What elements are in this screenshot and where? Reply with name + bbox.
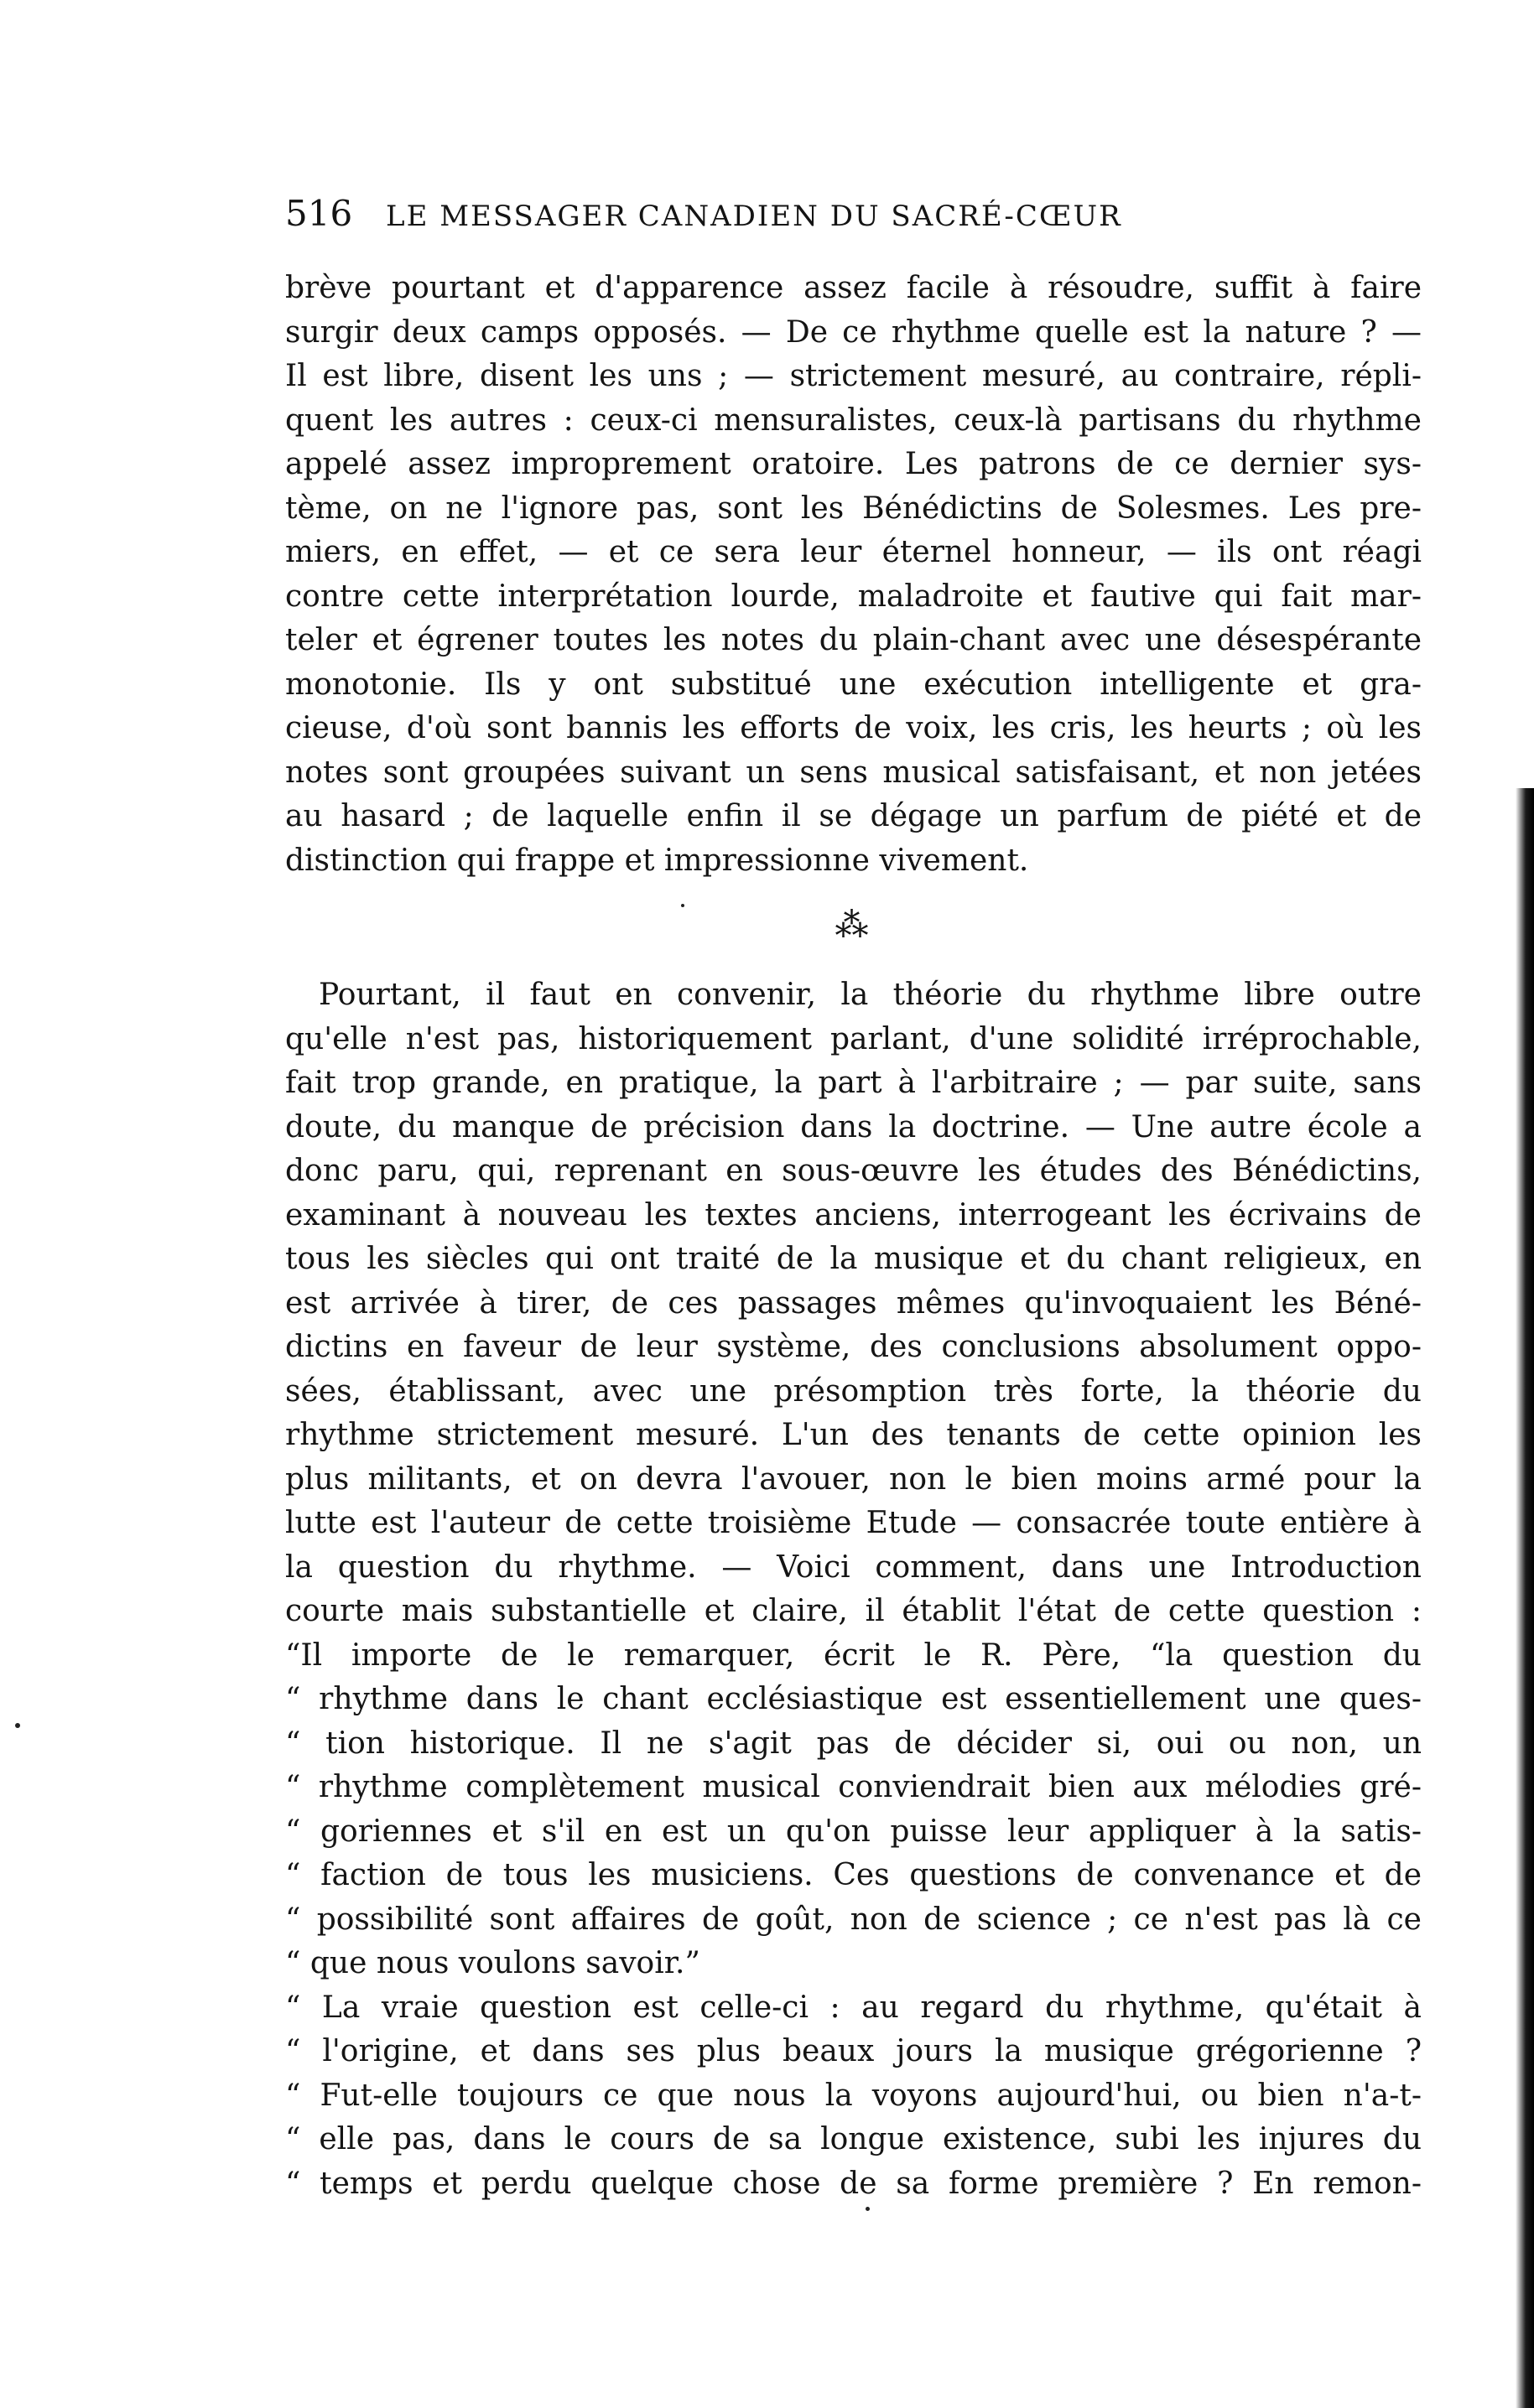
text-line: plus militants, et on devra l'avouer, non le bien moins armé pour la [285,1461,1422,1497]
text-line: Il est libre, disent les uns ; — strictement mesuré, au contraire, répli- [285,359,1422,393]
page-header [285,193,1422,252]
text-line: “ tion historique. Il ne s'agit pas de décider si, oui ou non, un [285,1726,1422,1761]
text-line: cieuse, d'où sont bannis les efforts de voix, les cris, les heurts ; où les [285,711,1422,745]
body-text [285,267,1422,2206]
text-line: “ possibilité sont affaires de goût, non de science ; ce n'est pas là ce [285,1902,1422,1937]
text-line: teler et égrener toutes les notes du plain-chant avec une désespérante [285,623,1422,657]
text-line: donc paru, qui, reprenant en sous-œuvre les études des Bénédictins, [285,1154,1422,1188]
text-line: “ temps et perdu quelque chose de sa forme première ? En remon- [285,2166,1422,2201]
text-line: courte mais substantielle et claire, il établit l'état de cette question : [285,1594,1422,1628]
paragraph-2 [285,973,1422,1986]
text-line: surgir deux camps opposés. — De ce rhythme quelle est la nature ? — [285,314,1422,350]
text-line: qu'elle n'est pas, historiquement parlant, d'une solidité irréprochable, [285,1021,1422,1056]
scan-speck [681,904,684,907]
section-asterism: ⁂ [835,906,872,945]
text-line: la question du rhythme. — Voici comment, dans une Introduction [285,1549,1422,1585]
text-line: notes sont groupées suivant un sens musical satisfaisant, et non jetées [285,755,1422,790]
text-line: est arrivée à tirer, de ces passages mêmes qu'invoquaient les Béné- [285,1285,1422,1321]
text-line: “ rhythme complètement musical conviendrait bien aux mélodies gré- [285,1770,1422,1804]
text-line: “ rhythme dans le chant ecclésiastique est essentiellement une ques- [285,1682,1422,1716]
text-line: Pourtant, il faut en convenir, la théorie du rhythme libre outre [319,978,1422,1012]
scan-edge-shadow [1516,788,1534,2408]
paragraph-3 [285,1986,1422,2207]
text-line: monotonie. Ils y ont substitué une exécution intelligente et gra- [285,667,1422,702]
text-line: tème, on ne l'ignore pas, sont les Bénédictins de Solesmes. Les pre- [285,490,1422,526]
text-line: contre cette interprétation lourde, maladroite et fautive qui fait mar- [285,579,1422,614]
text-line: sées, établissant, avec une présomption très forte, la théorie du [285,1373,1422,1409]
text-line: rhythme strictement mesuré. L'un des tenants de cette opinion les [285,1418,1422,1452]
text-line: appelé assez improprement oratoire. Les patrons de ce dernier sys- [285,447,1422,481]
text-line: lutte est l'auteur de cette troisième Etude — consacrée toute entière à [285,1506,1422,1540]
text-line: tous les siècles qui ont traité de la musique et du chant religieux, en [285,1242,1422,1276]
page [285,193,1422,2206]
text-line: “ l'origine, et dans ses plus beaux jours la musique grégorienne ? [285,2034,1422,2068]
text-line: “ La vraie question est celle-ci : au regard du rhythme, qu'était à [285,1990,1422,2025]
scan-speck [866,2207,870,2211]
text-line: au hasard ; de laquelle enfin il se dégage un parfum de piété et de [285,799,1422,833]
text-line: “ Fut-elle toujours ce que nous la voyons aujourd'hui, ou bien n'a-t- [285,2078,1422,2113]
page-number: 516 [285,193,353,234]
text-line: quent les autres : ceux-ci mensuralistes, ceux-là partisans du rhythme [285,402,1422,438]
text-line: “ goriennes et s'il en est un qu'on puisse leur appliquer à la satis- [285,1814,1422,1849]
text-line: fait trop grande, en pratique, la part à l'arbitraire ; — par suite, sans [285,1066,1422,1100]
text-line: examinant à nouveau les textes anciens, interrogeant les écrivains de [285,1197,1422,1233]
text-line: miers, en effet, — et ce sera leur éternel honneur, — ils ont réagi [285,535,1422,569]
text-line: dictins en faveur de leur système, des conclusions absolument oppo- [285,1330,1422,1364]
scan-speck [15,1723,20,1728]
running-title: LE MESSAGER CANADIEN DU SACRÉ-CŒUR [386,200,1122,233]
text-line: “ que nous voulons savoir.” [285,1946,700,1980]
text-line: “ elle pas, dans le cours de sa longue existence, subi les injures du [285,2122,1422,2156]
text-line: distinction qui frappe et impressionne vivement. [285,843,1029,878]
text-line: “ faction de tous les musiciens. Ces questions de convenance et de [285,1858,1422,1892]
text-line: doute, du manque de précision dans la doctrine. — Une autre école a [285,1109,1422,1144]
paragraph-1 [285,267,1422,883]
text-line: “Il importe de le remarquer, écrit le R. Père, “la question du [285,1637,1422,1673]
text-line: brève pourtant et d'apparence assez facile à résoudre, suffit à faire [285,271,1422,305]
